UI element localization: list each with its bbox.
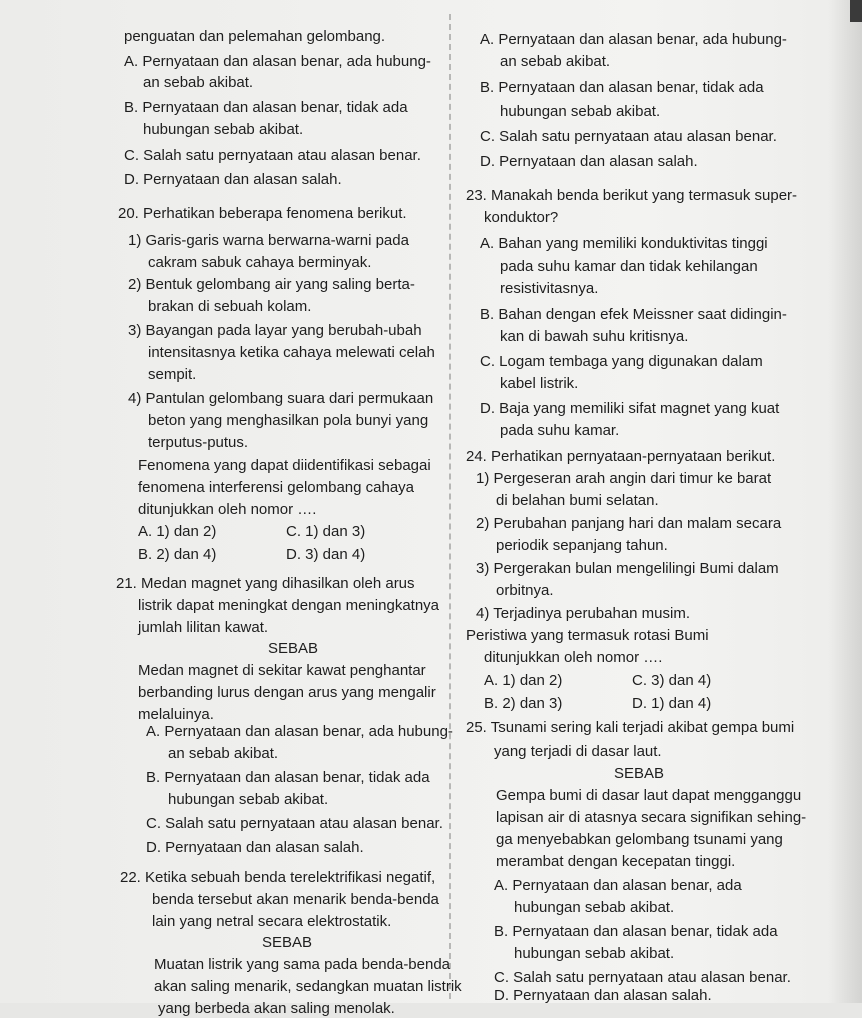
q21-sebab: SEBAB (268, 640, 319, 657)
q23-option-c: C. Logam tembaga yang digunakan dalam (480, 353, 763, 370)
q20-question-1: Fenomena yang dapat diidentifikasi sebagai (138, 457, 431, 474)
q19-option-b (124, 98, 428, 117)
q22-option-d: D. Pernyataan dan alasan salah. (480, 153, 698, 170)
page-shadow (828, 0, 862, 1003)
q21-option-a: A. Pernyataan dan alasan benar, ada hubung- (146, 723, 453, 740)
q19-option-a: A. Pernyataan dan alasan benar, ada hubung- (124, 53, 431, 70)
q20-item-3-cont: intensitasnya ketika cahaya melewati celah (148, 344, 435, 361)
q25-option-d: D. Pernyataan dan alasan salah. (494, 987, 712, 1004)
q21-option-d: D. Pernyataan dan alasan salah. (146, 839, 364, 856)
q23-option-d-cont: pada suhu kamar. (500, 422, 620, 439)
q20-question-2: fenomena interferensi gelombang cahaya (138, 479, 415, 496)
q22-stem-1: 22. Ketika sebuah benda terelektrifikasi negatif, (120, 869, 436, 886)
q23-stem-2: konduktor? (484, 209, 559, 226)
q21-option-c: C. Salah satu pernyataan atau alasan benar. (146, 815, 443, 832)
q24-item-1: 1) Pergeseran arah angin dari timur ke barat (476, 470, 772, 487)
q22-reason-3: yang berbeda akan saling menolak. (158, 1000, 395, 1017)
q24-item-3: 3) Pergerakan bulan mengelilingi Bumi dalam (476, 560, 779, 577)
q19-tail: penguatan dan pelemahan gelombang. (124, 28, 386, 45)
q20-option-b: B. 2) dan 4) (138, 546, 217, 563)
q19-option-b-text: B. Pernyataan dan alasan benar, tidak ada (124, 99, 408, 116)
q22-option-a-cont: an sebab akibat. (500, 53, 611, 70)
q23-option-c-cont: kabel listrik. (500, 375, 579, 392)
q22-option-a: A. Pernyataan dan alasan benar, ada hubung- (480, 31, 787, 48)
q23-option-b: B. Bahan dengan efek Meissner saat didingin- (480, 306, 787, 323)
column-divider (449, 14, 451, 999)
q23-option-a-cont: pada suhu kamar dan tidak kehilangan (500, 258, 758, 275)
q22-stem-3: lain yang netral secara elektrostatik. (152, 913, 392, 930)
q25-reason-4: merambat dengan kecepatan tinggi. (496, 853, 736, 870)
q25-stem-2: yang terjadi di dasar laut. (494, 743, 662, 760)
q20-stem: 20. Perhatikan beberapa fenomena berikut. (118, 205, 407, 222)
q21-stem-2: listrik dapat meningkat dengan meningkatnya (138, 597, 440, 614)
q24-item-4: 4) Terjadinya perubahan musim. (476, 605, 691, 622)
q24-item-3-cont: orbitnya. (496, 582, 554, 599)
q23-stem-1: 23. Manakah benda berikut yang termasuk super- (466, 187, 798, 204)
dark-corner (850, 0, 862, 22)
q22-reason-2: akan saling menarik, sedangkan muatan listrik (154, 978, 462, 995)
q24-question-1: Peristiwa yang termasuk rotasi Bumi (466, 627, 709, 644)
q24-stem: 24. Perhatikan pernyataan-pernyataan berikut. (466, 448, 776, 465)
q20-item-3-cont2: sempit. (148, 366, 197, 383)
q25-reason-1: Gempa bumi di dasar laut dapat mengganggu (496, 787, 802, 804)
q20-item-4-cont2: terputus-putus. (148, 434, 249, 451)
q21-reason-1: Medan magnet di sekitar kawat penghantar (138, 662, 426, 679)
q25-reason-3: ga menyebabkan gelombang tsunami yang (496, 831, 783, 848)
q20-item-2: 2) Bentuk gelombang air yang saling berta- (128, 276, 415, 293)
q24-item-2: 2) Perubahan panjang hari dan malam secara (476, 515, 782, 532)
q22-stem-2: benda tersebut akan menarik benda-benda (152, 891, 439, 908)
q20-item-4: 4) Pantulan gelombang suara dari permukaan (128, 390, 434, 407)
q21-reason-3: melaluinya. (138, 706, 214, 723)
q24-question-2: ditunjukkan oleh nomor …. (484, 649, 663, 666)
q22-reason-1: Muatan listrik yang sama pada benda-benda (154, 956, 451, 973)
q20-option-d: D. 3) dan 4) (286, 546, 366, 563)
q20-option-a: A. 1) dan 2) (138, 523, 217, 540)
q25-option-b: B. Pernyataan dan alasan benar, tidak ada (494, 923, 778, 940)
q21-option-a-cont: an sebab akibat. (168, 745, 279, 762)
q23-option-a: A. Bahan yang memiliki konduktivitas tinggi (480, 235, 768, 252)
q20-option-c: C. 1) dan 3) (286, 523, 366, 540)
q21-option-b-cont: hubungan sebab akibat. (168, 791, 329, 808)
q21-reason-2: berbanding lurus dengan arus yang mengalir (138, 684, 436, 701)
q25-option-c: C. Salah satu pernyataan atau alasan benar. (494, 969, 791, 986)
q23-option-b-cont: kan di bawah suhu kritisnya. (500, 328, 689, 345)
q22-option-c: C. Salah satu pernyataan atau alasan benar. (480, 128, 777, 145)
q25-reason-2: lapisan air di atasnya secara signifikan sehing- (496, 809, 807, 826)
q20-item-4-cont: beton yang menghasilkan pola bunyi yang (148, 412, 429, 429)
q19-option-d: D. Pernyataan dan alasan salah. (124, 171, 342, 188)
q24-item-2-cont: periodik sepanjang tahun. (496, 537, 668, 554)
q20-item-1-cont: cakram sabuk cahaya berminyak. (148, 254, 372, 271)
q24-item-1-cont: di belahan bumi selatan. (496, 492, 659, 509)
q22-sebab: SEBAB (262, 934, 313, 951)
q25-option-a-cont: hubungan sebab akibat. (514, 899, 675, 916)
q19-option-b-cont: hubungan sebab akibat. (143, 121, 304, 138)
q24-option-d: D. 1) dan 4) (632, 695, 712, 712)
q20-item-1: 1) Garis-garis warna berwarna-warni pada (128, 232, 409, 249)
q22-option-b: B. Pernyataan dan alasan benar, tidak ada (480, 79, 764, 96)
q20-item-3: 3) Bayangan pada layar yang berubah-ubah (128, 322, 422, 339)
q24-option-a: A. 1) dan 2) (484, 672, 563, 689)
q25-option-b-cont: hubungan sebab akibat. (514, 945, 675, 962)
q22-option-b-cont: hubungan sebab akibat. (500, 103, 661, 120)
q21-stem-1: 21. Medan magnet yang dihasilkan oleh arus (116, 575, 415, 592)
q21-option-b: B. Pernyataan dan alasan benar, tidak ada (146, 769, 430, 786)
q21-stem-3: jumlah lilitan kawat. (138, 619, 269, 636)
q19-option-a-cont: an sebab akibat. (143, 74, 254, 91)
q24-option-c: C. 3) dan 4) (632, 672, 712, 689)
q25-stem-1: 25. Tsunami sering kali terjadi akibat gempa bumi (466, 719, 795, 736)
q19-option-c: C. Salah satu pernyataan atau alasan benar. (124, 147, 421, 164)
q20-question-3: ditunjukkan oleh nomor …. (138, 501, 317, 518)
q23-option-a-cont2: resistivitasnya. (500, 280, 599, 297)
q23-option-d: D. Baja yang memiliki sifat magnet yang kuat (480, 400, 780, 417)
q24-option-b: B. 2) dan 3) (484, 695, 563, 712)
q25-option-a: A. Pernyataan dan alasan benar, ada (494, 877, 742, 894)
q20-item-2-cont: brakan di sebuah kolam. (148, 298, 312, 315)
q25-sebab: SEBAB (614, 765, 665, 782)
